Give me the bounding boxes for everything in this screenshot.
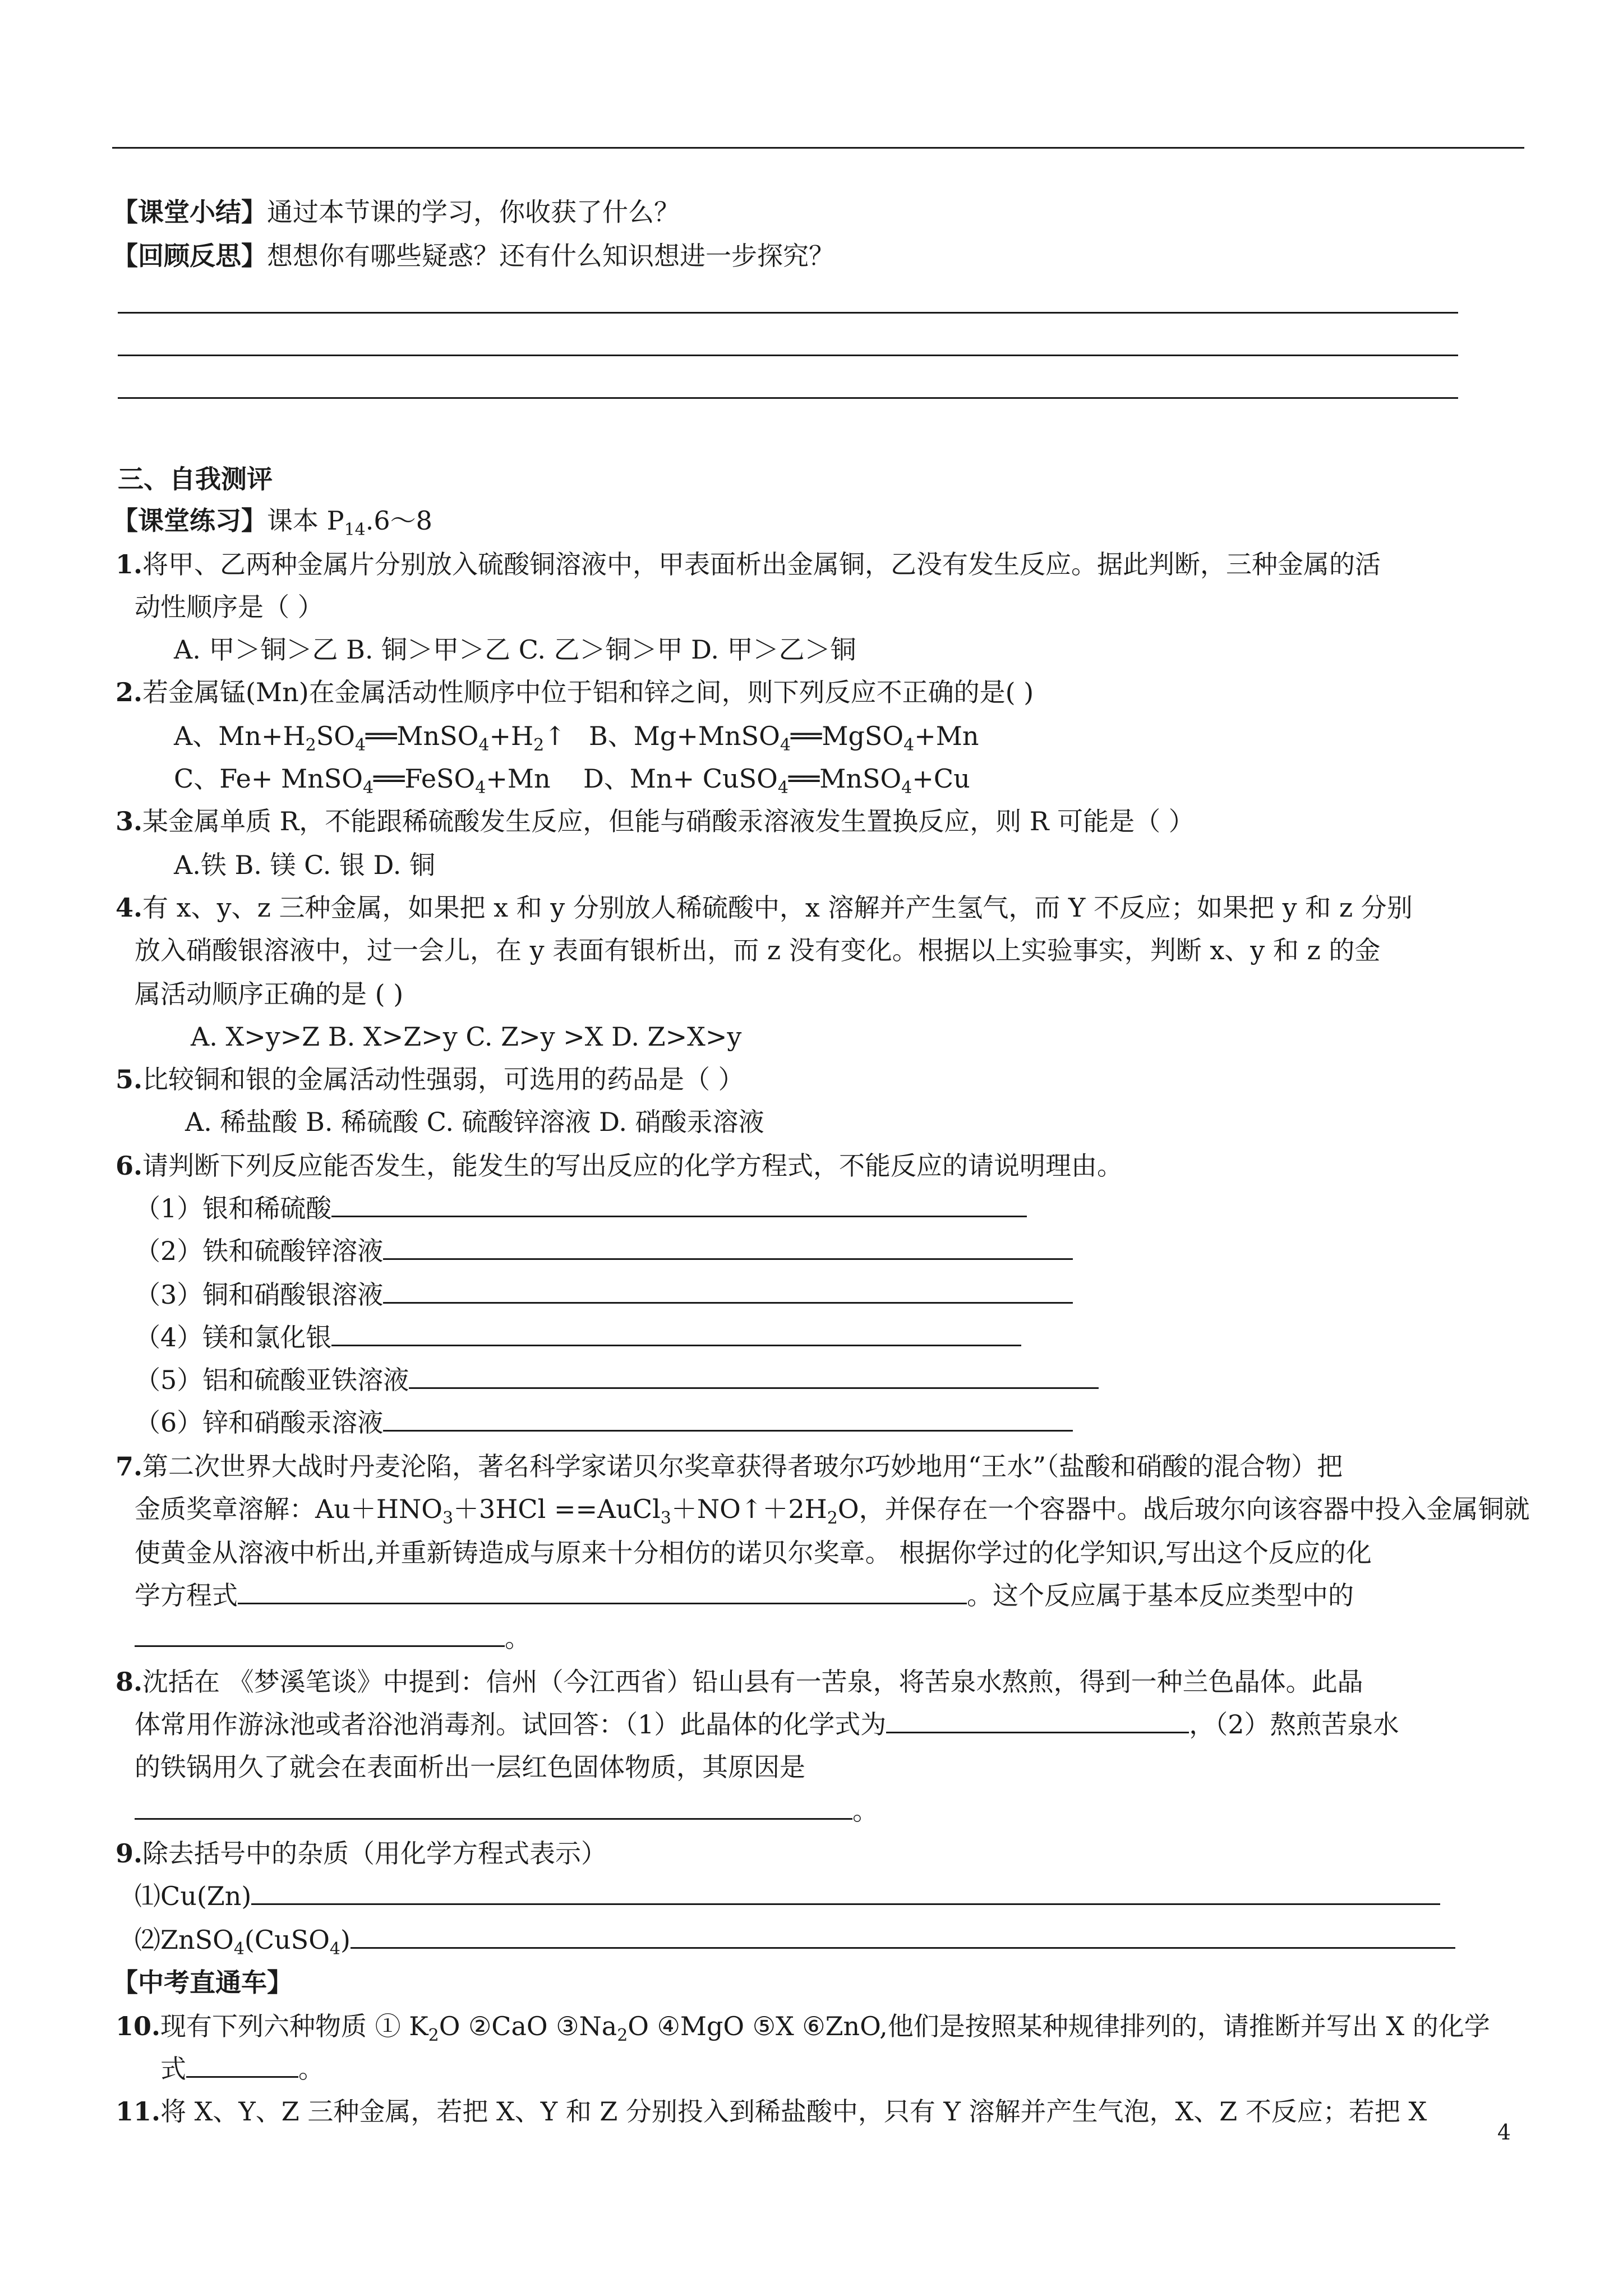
q2-stem: 2.若金属锰(Mn)在金属活动性顺序中位于铝和锌之间，则下列反应不正确的是( ) — [116, 677, 1034, 707]
q6-number: 6. — [116, 1151, 143, 1181]
reflect-answer-line-3[interactable] — [118, 397, 1458, 399]
q7-line2: 金质奖章溶解：$Au+HNO_3+3HCl$ $==AuCl_3+NO↑+2H_2O$，并保存在一个容器中。战后玻尔向该容器中投入金属铜就 — [135, 1494, 1530, 1528]
summary-line — [112, 194, 680, 230]
q6-answer-blank-4[interactable] — [331, 1320, 1021, 1346]
q7-line4: 学方程式 。这个反应属于基本反应类型中的 — [135, 1577, 1354, 1613]
q8-line4: 。 — [135, 1793, 878, 1829]
q1-number: 1. — [116, 549, 143, 579]
q5-options: A. 稀盐酸 B. 稀硫酸 C. 硫酸锌溶液 D. 硝酸汞溶液 — [185, 1107, 764, 1137]
q4-line1: 4.有 x、y、z 三种金属，如果把 x 和 y 分别放人稀硫酸中，x 溶解并产生氢气，而 Y 不反应；如果把 y 和 z 分别 — [116, 892, 1413, 923]
reflect-text: 想想你有哪些疑惑？还有什么知识想进一步探究？ — [267, 241, 834, 271]
q10-answer-blank[interactable] — [186, 2051, 298, 2078]
q3-number: 3. — [116, 806, 143, 836]
q7-line5: 。 — [135, 1620, 531, 1656]
q6-stem: 6.请判断下列反应能否发生，能发生的写出反应的化学方程式，不能反应的请说明理由。 — [116, 1151, 1123, 1181]
q2-option-d: D、Mn+ CuSO$_4$══MnSO$_4$+Cu — [583, 763, 970, 798]
reflect-answer-line-1[interactable] — [118, 312, 1458, 314]
q4-line2: 放入硝酸银溶液中，过一会儿，在 y 表面有银析出，而 z 没有变化。根据以上实验事实，判断 x、y 和 z 的金 — [135, 935, 1381, 965]
q6-item-3: （3）铜和硝酸银溶液 — [135, 1277, 1073, 1313]
q8-line3: 的铁锅用久了就会在表面析出一层红色固体物质，其原因是 — [135, 1752, 805, 1782]
q8-formula-blank[interactable] — [886, 1707, 1189, 1733]
practice-label: 【课堂练习】 — [112, 505, 267, 536]
page-number: 4 — [1497, 2120, 1511, 2145]
q6-answer-blank-2[interactable] — [383, 1234, 1073, 1260]
q6-item-1: （1）银和稀硫酸 — [135, 1190, 1027, 1226]
reflect-line — [112, 238, 834, 274]
q5-number: 5. — [116, 1064, 143, 1094]
practice-line: 【课堂练习】课本 $P_{14}.6\sim 8$ — [112, 505, 432, 540]
summary-label: 【课堂小结】 — [112, 197, 267, 227]
q9-answer-blank-2[interactable] — [351, 1922, 1455, 1949]
q8-number: 8. — [116, 1667, 143, 1697]
q6-item-2: （2）铁和硫酸锌溶液 — [135, 1233, 1073, 1269]
q7-line3: 使黄金从溶液中析出,并重新铸造成与原来十分相仿的诺贝尔奖章。 根据你学过的化学知识,写出这个反应的化 — [135, 1538, 1372, 1568]
summary-text: 通过本节课的学习，你收获了什么？ — [267, 197, 680, 227]
q6-answer-blank-5[interactable] — [409, 1363, 1099, 1389]
q2-option-c: C、Fe+ MnSO$_4$══FeSO$_4$+Mn — [174, 763, 551, 798]
q9-item-1: ⑴Cu(Zn) — [135, 1878, 1440, 1914]
q8-reason-blank[interactable] — [135, 1793, 852, 1820]
q9-answer-blank-1[interactable] — [251, 1879, 1440, 1905]
q10-line1: 10.现有下列六种物质 ① $K_2O$ ②CaO $③Na_2O$ ④MgO ⑤X ⑥ZnO,他们是按照某种规律排列的，请推断并写出 X 的化学 — [116, 2011, 1490, 2045]
q6-item-4: （4）镁和氯化银 — [135, 1319, 1021, 1355]
q5-stem: 5.比较铜和银的金属活动性强弱，可选用的药品是（ ） — [116, 1064, 744, 1094]
q6-answer-blank-3[interactable] — [383, 1277, 1073, 1304]
q1-line2: 动性顺序是（ ） — [135, 592, 324, 622]
reflect-answer-line-2[interactable] — [118, 355, 1458, 356]
q8-line2: 体常用作游泳池或者浴池消毒剂。试回答：（1）此晶体的化学式为 ，（2）熬煎苦泉水 — [135, 1706, 1399, 1742]
q7-number: 7. — [116, 1451, 143, 1481]
section-heading: 三、自我测评 — [118, 464, 273, 494]
q6-item-5: （5）铝和硫酸亚铁溶液 — [135, 1362, 1099, 1398]
q2-option-b: B、Mg+MnSO$_4$══MgSO$_4$+Mn — [589, 721, 979, 755]
q6-answer-blank-1[interactable] — [331, 1191, 1027, 1217]
q7-reaction-type-blank[interactable] — [135, 1621, 505, 1647]
q6-item-6: （6）锌和硝酸汞溶液 — [135, 1405, 1073, 1441]
q1-options: A. 甲＞铜＞乙 B. 铜＞甲＞乙 C. 乙＞铜＞甲 D. 甲＞乙＞铜 — [174, 634, 856, 665]
q4-options: A. X>y>Z B. X>Z>y C. Z>y >X D. Z>X>y — [191, 1022, 742, 1052]
q10-number: 10. — [116, 2011, 161, 2041]
q2-number: 2. — [116, 677, 143, 707]
q6-answer-blank-6[interactable] — [383, 1405, 1073, 1432]
q11-number: 11. — [116, 2096, 161, 2127]
q3-stem: 3.某金属单质 R，不能跟稀硫酸发生反应，但能与硝酸汞溶液发生置换反应，则 R 可能是（ ） — [116, 806, 1195, 836]
q2-option-a: A、$Mn+H_2SO_4══MnSO_4+H_2↑$ — [174, 721, 566, 755]
q11-line1: 11.将 X、Y、Z 三种金属，若把 X、Y 和 Z 分别投入到稀盐酸中，只有 Y 溶解并产生气泡，X、Z 不反应；若把 X — [116, 2096, 1427, 2127]
q8-line1: 8.沈括在 《梦溪笔谈》中提到：信州（今江西省）铅山县有一苦泉，将苦泉水熬煎，得到一种兰色晶体。此晶 — [116, 1667, 1363, 1697]
q3-options: A.铁 B. 镁 C. 银 D. 铜 — [174, 850, 436, 880]
q1-line1: 1.将甲、乙两种金属片分别放入硫酸铜溶液中，甲表面析出金属铜，乙没有发生反应。据此判断，三种金属的活 — [116, 549, 1381, 579]
reflect-label: 【回顾反思】 — [112, 241, 267, 271]
q7-equation-blank[interactable] — [238, 1578, 967, 1604]
q9-stem: 9.除去括号中的杂质（用化学方程式表示） — [116, 1838, 607, 1869]
q4-number: 4. — [116, 892, 143, 923]
header-rule — [112, 147, 1524, 149]
exam-heading: 【中考直通车】 — [112, 1967, 293, 1998]
q7-line1: 7.第二次世界大战时丹麦沦陷，著名科学家诺贝尔奖章获得者玻尔巧妙地用“王水”（盐酸和硝酸的混合物）把 — [116, 1451, 1343, 1481]
q4-line3: 属活动顺序正确的是 ( ) — [135, 979, 404, 1009]
q9-item-2: ⑵ZnSO$_4$(CuSO$_4$) — [135, 1922, 1455, 1958]
q10-line2: 式 。 — [160, 2051, 324, 2087]
q9-number: 9. — [116, 1838, 143, 1869]
